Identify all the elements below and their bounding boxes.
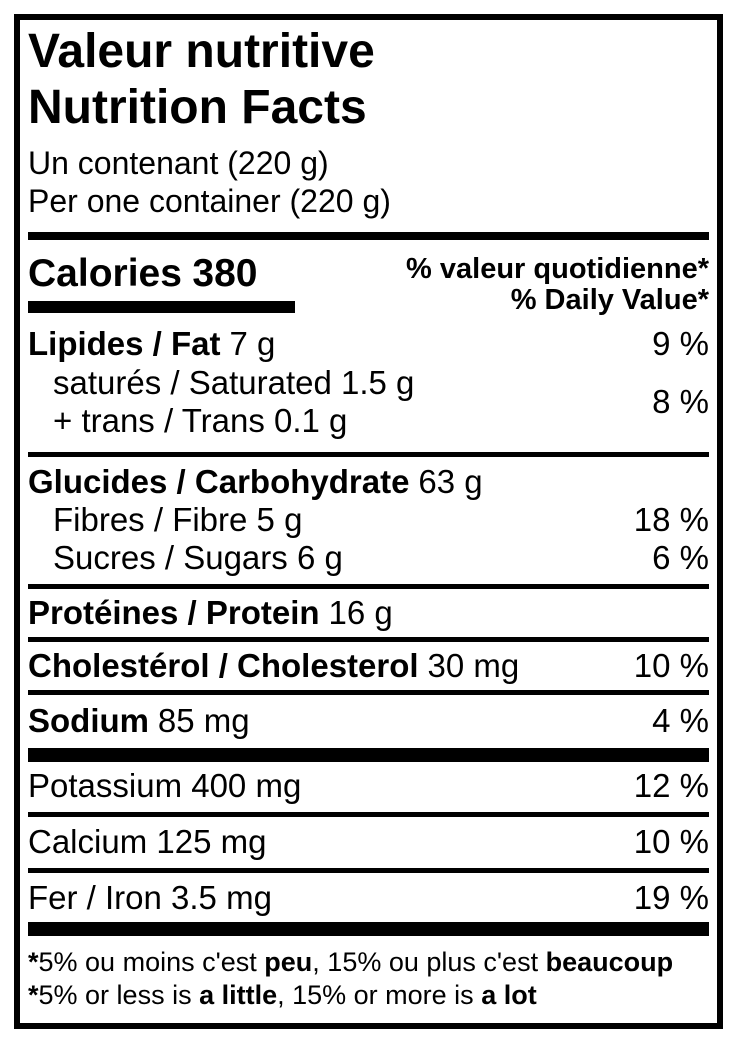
sodium-amount: 85 mg [157,702,250,739]
iron-dv: 19 % [633,879,709,916]
footnote-fr-text1: 5% ou moins c'est [38,947,265,977]
saturated-fat-line: saturés / Saturated 1.5 g [53,364,415,401]
footnote-en [28,979,709,1012]
footnote-fr [28,946,709,979]
fat-name [28,324,275,364]
calories-underline-bar [28,301,295,313]
footnote-fr-star: * [28,947,39,977]
calories-row [28,252,709,316]
calcium-dv: 10 % [633,823,709,860]
footnote-en-star: * [28,980,39,1010]
protein-name [28,593,393,633]
cholesterol-name [28,646,519,686]
sodium-dv: 4 % [652,702,709,739]
thick-separator-bar [28,922,709,936]
daily-value-header-fr: % valeur quotidienne* [406,253,709,285]
sugars-row [28,539,709,577]
title-fr: Valeur nutritive [28,25,375,78]
sugars-dv: 6 % [652,539,709,576]
fat-label: Lipides / Fat [28,325,221,362]
sodium-row [28,701,709,741]
iron-name: Fer / Iron 3.5 mg [28,879,272,916]
protein-row [28,593,709,633]
saturated-trans-names [28,364,414,440]
cholesterol-dv: 10 % [633,647,709,684]
calcium-row [28,822,709,862]
separator-rule [28,812,709,817]
footnote-en-bold1: a little [199,980,278,1010]
fat-amount: 7 g [229,325,276,362]
protein-label: Protéines / Protein [28,594,320,631]
iron-row [28,878,709,918]
footnote-fr-bold1: peu [264,947,313,977]
carbohydrate-row [28,463,709,501]
serving-size-en: Per one container (220 g) [28,183,391,219]
calories-block [28,252,295,316]
calcium-name: Calcium 125 mg [28,823,267,860]
daily-value-header-en: % Daily Value* [510,284,709,316]
fat-dv: 9 % [652,325,709,362]
sugars-name: Sucres / Sugars 6 g [53,539,343,576]
fat-row [28,324,709,364]
potassium-row [28,766,709,806]
daily-value-header [406,252,709,316]
saturated-trans-row [28,364,709,440]
calories-value: 380 [192,252,258,295]
serving-size-fr: Un contenant (220 g) [28,145,329,181]
cholesterol-label: Cholestérol / Cholesterol [28,647,419,684]
separator-rule [28,452,709,457]
cholesterol-amount: 30 mg [427,647,520,684]
footnote-en-bold2: a lot [481,980,537,1010]
sodium-name [28,701,250,741]
carbohydrate-name [28,463,483,501]
protein-amount: 16 g [328,594,393,631]
calories-label [28,252,295,296]
calories-word: Calories [28,252,182,295]
saturated-trans-dv: 8 % [652,383,709,420]
separator-rule [28,868,709,873]
nutrition-facts-label [14,14,723,1029]
thick-separator-bar [28,748,709,762]
separator-rule [28,690,709,695]
fibre-name: Fibres / Fibre 5 g [53,501,303,538]
cholesterol-row [28,646,709,686]
footnote-en-text1: 5% or less is [38,980,200,1010]
footnote-fr-bold2: beaucoup [545,947,674,977]
footnote-fr-text2: , 15% ou plus c'est [312,947,546,977]
top-separator-bar [28,232,709,240]
carbohydrate-label: Glucides / Carbohydrate [28,463,410,500]
trans-fat-line: + trans / Trans 0.1 g [53,402,348,439]
carbohydrate-amount: 63 g [418,463,483,500]
fibre-row [28,501,709,539]
footnote-en-text2: , 15% or more is [277,980,482,1010]
title-en: Nutrition Facts [28,81,367,134]
potassium-name: Potassium 400 mg [28,767,302,804]
separator-rule [28,584,709,589]
separator-rule [28,637,709,642]
fibre-dv: 18 % [633,501,709,538]
sodium-label: Sodium [28,702,149,739]
potassium-dv: 12 % [633,767,709,804]
